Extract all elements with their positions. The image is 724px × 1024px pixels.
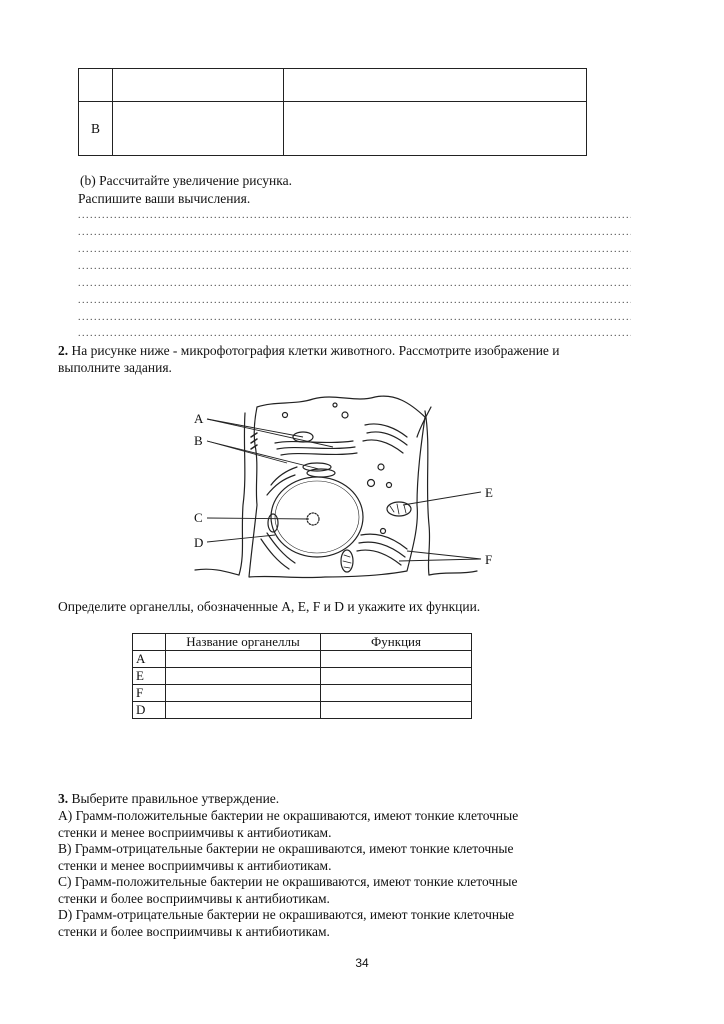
function-cell[interactable] <box>321 668 472 685</box>
q2-instruction: Определите органеллы, обозначенные A, E, F и D и укажите их функции. <box>58 599 481 614</box>
q2-prompt-line2: выполните задания. <box>58 360 172 375</box>
q2-number: 2. <box>58 343 69 358</box>
organelle-name-cell[interactable] <box>166 651 321 668</box>
table-cell: B <box>79 102 113 156</box>
answer-line[interactable] <box>78 329 631 339</box>
q3-option-c-line2[interactable]: стенки и более восприимчивы к антибиотикам. <box>58 891 330 906</box>
q3-option-d-line1[interactable]: D) Грамм-отрицательные бактерии не окрашиваются, имеют тонкие клеточные <box>58 907 515 922</box>
answer-line[interactable] <box>78 262 631 272</box>
q3-option-a-line2[interactable]: стенки и менее восприимчивы к антибиотикам. <box>58 825 332 840</box>
table-header-cell: Функция <box>321 634 472 651</box>
q2-prompt-line1 <box>58 342 560 359</box>
q3-prompt-text: Выберите правильное утверждение. <box>71 791 280 806</box>
table-row <box>79 102 587 156</box>
q3-option-c-line1[interactable]: C) Грамм-положительные бактерии не окрашиваются, имеют тонкие клеточные <box>58 874 518 889</box>
diagram-label-f: F <box>485 552 493 567</box>
q3-option-a-line1[interactable]: A) Грамм-положительные бактерии не окрашиваются, имеют тонкие клеточные <box>58 808 519 823</box>
table-row <box>79 69 587 102</box>
answer-line[interactable] <box>78 313 631 323</box>
table-cell[interactable] <box>113 69 284 102</box>
table-header-row <box>133 634 472 651</box>
q1b-subinstruction: Распишите ваши вычисления. <box>78 191 251 206</box>
answer-line[interactable] <box>78 296 631 306</box>
table-row <box>133 651 472 668</box>
organelle-table <box>132 633 472 719</box>
diagram-label-d: D <box>194 535 204 550</box>
organelle-name-cell[interactable] <box>166 668 321 685</box>
diagram-label-c: C <box>194 510 203 525</box>
q3-prompt <box>58 790 279 807</box>
q1b-instruction: (b) Рассчитайте увеличение рисунка. <box>80 173 292 188</box>
function-cell[interactable] <box>321 651 472 668</box>
q2-prompt-text: На рисунке ниже - микрофотография клетки животного. Рассмотрите изображение и <box>71 343 560 358</box>
answer-table-top <box>78 68 587 156</box>
q3-option-d-line2[interactable]: стенки и более восприимчивы к антибиотикам. <box>58 924 330 939</box>
table-header-cell <box>133 634 166 651</box>
nucleus <box>271 477 363 557</box>
function-cell[interactable] <box>321 685 472 702</box>
row-label: D <box>133 702 166 719</box>
table-row <box>133 668 472 685</box>
page-number: 34 <box>355 956 369 970</box>
table-row <box>133 702 472 719</box>
q3-number: 3. <box>58 791 69 806</box>
q3-option-b-line1[interactable]: B) Грамм-отрицательные бактерии не окрашиваются, имеют тонкие клеточные <box>58 841 514 856</box>
diagram-label-e: E <box>485 485 493 500</box>
row-label: F <box>133 685 166 702</box>
answer-line[interactable] <box>78 228 631 238</box>
answer-line[interactable] <box>78 211 631 221</box>
table-row <box>133 685 472 702</box>
animal-cell-diagram <box>185 385 505 585</box>
answer-line[interactable] <box>78 279 631 289</box>
answer-line[interactable] <box>78 245 631 255</box>
table-cell[interactable] <box>284 102 587 156</box>
row-label: A <box>133 651 166 668</box>
diagram-label-b: B <box>194 433 203 448</box>
organelle-name-cell[interactable] <box>166 685 321 702</box>
function-cell[interactable] <box>321 702 472 719</box>
table-header-cell: Название органеллы <box>166 634 321 651</box>
row-label: E <box>133 668 166 685</box>
table-cell <box>79 69 113 102</box>
diagram-label-a: A <box>194 411 204 426</box>
table-cell[interactable] <box>113 102 284 156</box>
q3-option-b-line2[interactable]: стенки и менее восприимчивы к антибиотикам. <box>58 858 332 873</box>
table-cell[interactable] <box>284 69 587 102</box>
organelle-name-cell[interactable] <box>166 702 321 719</box>
